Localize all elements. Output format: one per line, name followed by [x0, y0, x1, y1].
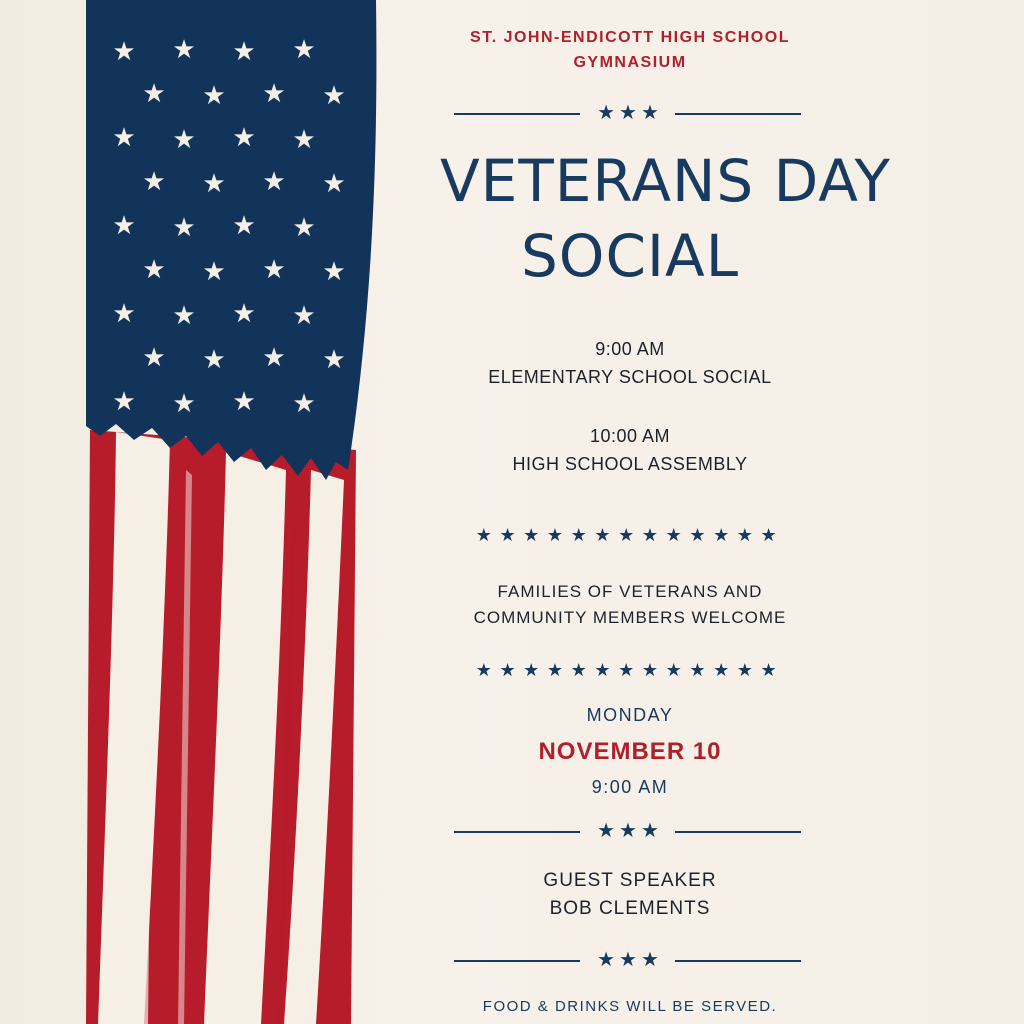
- svg-text:★: ★: [112, 387, 136, 417]
- svg-text:★: ★: [172, 125, 196, 155]
- venue-line-2: GYMNASIUM: [573, 54, 687, 71]
- venue-line-1: ST. JOHN-ENDICOTT HIGH SCHOOL: [470, 29, 790, 46]
- welcome-line-2: COMMUNITY MEMBERS WELCOME: [473, 608, 787, 627]
- svg-text:★: ★: [232, 123, 256, 153]
- svg-text:★: ★: [292, 389, 316, 419]
- event-day: MONDAY: [586, 705, 674, 725]
- svg-text:★: ★: [262, 167, 286, 197]
- schedule-event-2: HIGH SCHOOL ASSEMBLY: [512, 454, 748, 474]
- svg-text:★: ★: [202, 345, 226, 375]
- svg-text:★: ★: [112, 299, 136, 329]
- three-stars-icon: ★★★: [597, 102, 663, 124]
- svg-text:★: ★: [292, 125, 316, 155]
- svg-text:★: ★: [112, 37, 136, 67]
- svg-text:★: ★: [142, 79, 166, 109]
- svg-text:★: ★: [322, 81, 346, 111]
- divider-top: [440, 102, 820, 124]
- svg-text:★: ★: [232, 299, 256, 329]
- svg-text:★: ★: [112, 123, 136, 153]
- svg-text:★: ★: [142, 343, 166, 373]
- speaker-name: BOB CLEMENTS: [549, 898, 711, 919]
- event-details-column: [440, 0, 891, 1024]
- svg-text:★: ★: [172, 301, 196, 331]
- event-time: 9:00 AM: [591, 777, 669, 797]
- svg-text:★: ★: [172, 35, 196, 65]
- svg-text:★: ★: [322, 345, 346, 375]
- svg-text:★: ★: [292, 301, 316, 331]
- svg-text:★: ★: [292, 213, 316, 243]
- event-title-line-1: VETERANS DAY: [440, 147, 891, 215]
- american-flag-illustration: [86, 0, 386, 1024]
- speaker-label: GUEST SPEAKER: [543, 870, 717, 891]
- divider-middle: [440, 820, 820, 842]
- schedule-time-1: 9:00 AM: [595, 339, 665, 359]
- svg-text:★: ★: [172, 213, 196, 243]
- svg-text:★: ★: [232, 387, 256, 417]
- star-row-divider: ★★★★★★★★★★★★★: [475, 660, 785, 680]
- divider-bottom: [440, 949, 820, 971]
- three-stars-icon: ★★★: [597, 949, 663, 971]
- svg-text:★: ★: [292, 35, 316, 65]
- star-row-divider: ★★★★★★★★★★★★★: [475, 525, 785, 545]
- svg-text:★: ★: [202, 169, 226, 199]
- svg-text:★: ★: [322, 169, 346, 199]
- event-date: NOVEMBER 10: [538, 738, 722, 765]
- svg-text:★: ★: [262, 79, 286, 109]
- three-stars-icon: ★★★: [597, 820, 663, 842]
- svg-text:★: ★: [142, 255, 166, 285]
- svg-text:★: ★: [262, 343, 286, 373]
- event-title-line-2: SOCIAL: [520, 222, 740, 290]
- svg-text:★: ★: [142, 167, 166, 197]
- svg-text:★: ★: [322, 257, 346, 287]
- welcome-line-1: FAMILIES OF VETERANS AND: [497, 582, 763, 601]
- svg-text:★: ★: [202, 81, 226, 111]
- schedule-event-1: ELEMENTARY SCHOOL SOCIAL: [488, 367, 772, 387]
- schedule-time-2: 10:00 AM: [589, 426, 671, 446]
- svg-text:★: ★: [232, 211, 256, 241]
- svg-text:★: ★: [232, 37, 256, 67]
- svg-text:★: ★: [172, 389, 196, 419]
- food-note: FOOD & DRINKS WILL BE SERVED.: [482, 998, 778, 1015]
- svg-text:★: ★: [262, 255, 286, 285]
- svg-text:★: ★: [202, 257, 226, 287]
- svg-text:★: ★: [112, 211, 136, 241]
